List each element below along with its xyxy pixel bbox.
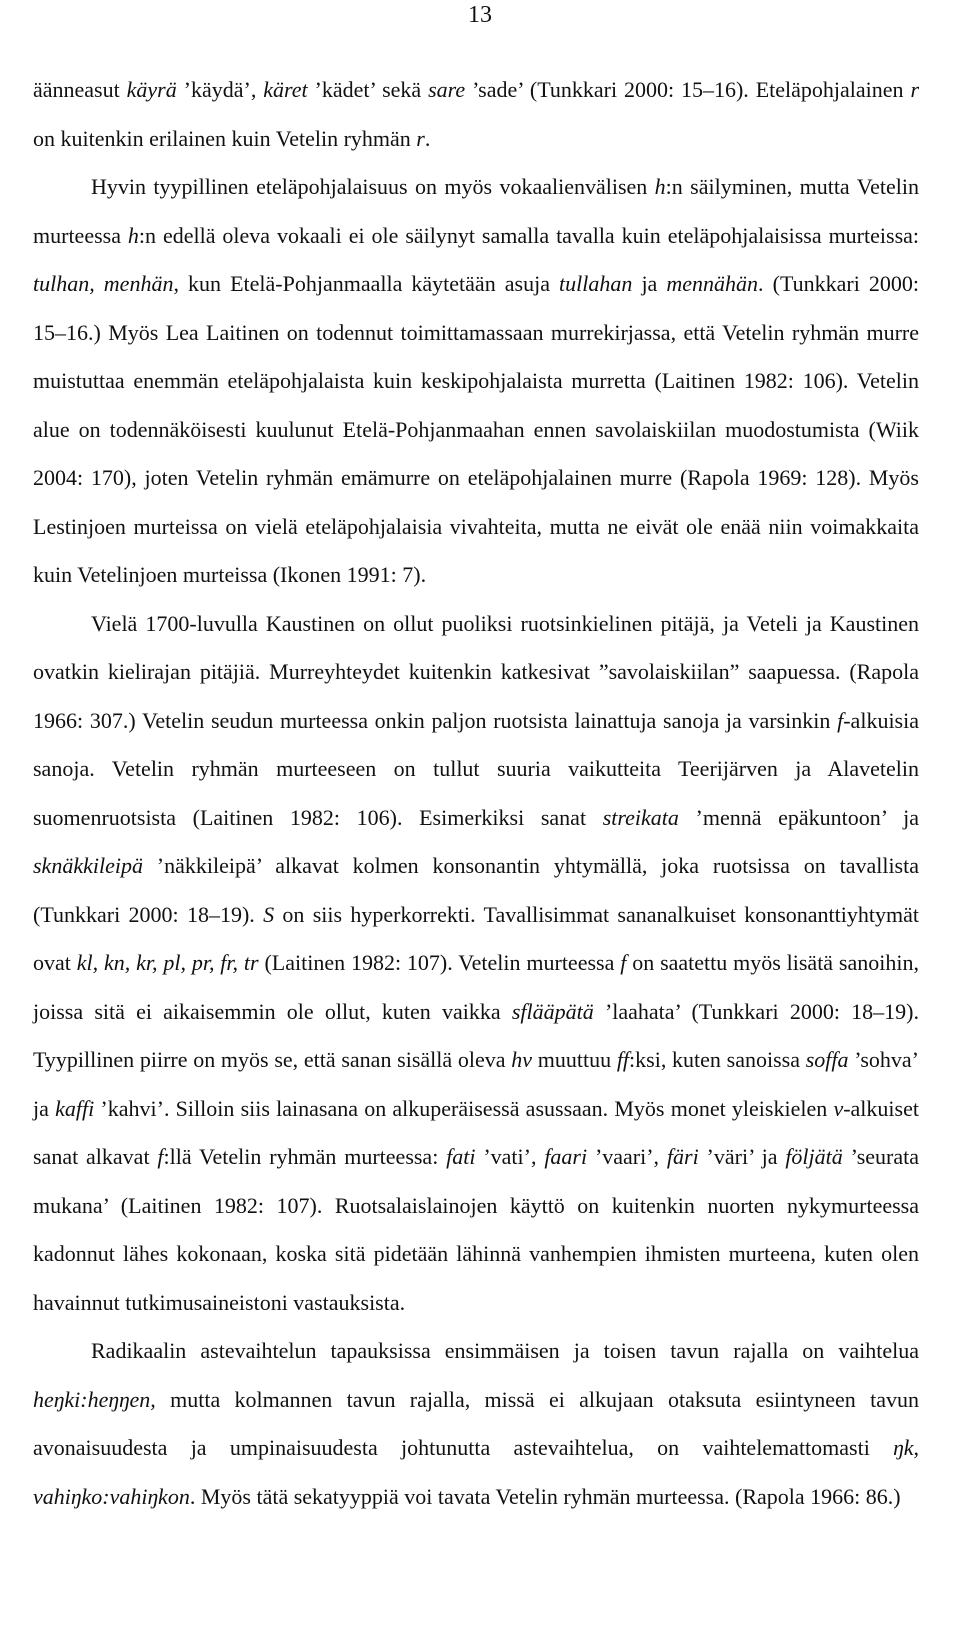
text-run: :n säilyminen, mutta Vetelin murteessa [33,174,920,248]
paragraph [33,163,919,600]
text-run: ’kahvi’. Silloin siis lainasana on alkuperäisessä asussaan. Myös monet yleiskielen [94,1095,834,1121]
text-run: . Myös tätä sekatyyppiä voi tavata Vetelin ryhmän murteessa. (Rapola 1966: 86.) [189,1483,901,1509]
text-run: ’laahata’ (Tunkkari 2000: 18–19). Tyypillinen piirre on myös se, että sanan sisällä oleva [33,998,919,1072]
italic-term: f [157,1144,164,1169]
italic-term: h [654,174,666,199]
italic-term: hv [511,1047,533,1072]
italic-term: f [837,707,844,733]
paragraph [33,66,919,163]
text-run: :llä Vetelin ryhmän murteessa: [163,1144,447,1169]
text-run: ’mennä epäkuntoon’ ja [678,804,919,830]
text-run: on siis hyperkorrekti. Tavallisimmat sananalkuiset konsonanttiyhtymät ovat [33,901,919,975]
text-run: :n edellä oleva vokaali ei ole säilynyt samalla tavalla kuin eteläpohjalaisissa murteissa: [138,222,920,248]
text-run: ’käydä’, [176,77,264,102]
text-run: -alkuiset sanat alkavat [33,1095,919,1169]
text-run: :ksi, kuten sanoissa [629,1047,806,1072]
italic-term: sknäkkileipä [33,853,143,878]
italic-term: soffa [805,1047,849,1072]
text-run: , kun Etelä-Pohjanmaalla käytetään asuja [173,271,560,296]
italic-term: sare [428,77,466,102]
italic-term: tullahan [559,271,633,296]
italic-term: sflääpätä [511,998,594,1024]
italic-term: ff [616,1047,630,1072]
italic-term: vahiŋko:vahiŋkon [33,1483,190,1509]
italic-term: följätä [785,1144,843,1169]
text-run: ’näkkileipä’ alkavat kolmen konsonantin yhtymällä, joka ruotsissa on tavallista (Tunkkari 2000: 18–19). [33,853,919,927]
italic-term: faari [544,1144,588,1169]
italic-term: färi [666,1144,699,1169]
italic-term: S [263,901,275,927]
text-run: ’vaari’, [587,1144,667,1169]
text-run: on saatettu myös lisätä sanoihin, joissa sitä ei aikaisemmin ole ollut, kuten vaikka [33,950,919,1024]
body-text [33,66,919,1521]
text-run: Radikaalin astevaihtelun tapauksissa ensimmäisen ja toisen tavun rajalla on vaihtelua [91,1338,919,1363]
italic-term: tulhan, menhän [33,271,174,296]
italic-term: fati [446,1144,476,1169]
text-run: ’seurata mukana’ (Laitinen 1982: 107). Ruotsalaislainojen käyttö on kuitenkin nuorten nykymurteessa kadonnut lähes kokonaan, koska sitä pidetään lähinnä vanhempien ihmisten murteena, kuten olen havainnut tutkimusaineistoni vastauksista. [33,1144,920,1315]
text-run: ja [632,271,667,296]
text-run: ’kädet’ sekä [307,77,429,102]
italic-term: r [910,77,920,102]
italic-term: mennähän [666,271,759,296]
text-run: Vielä 1700-luvulla Kaustinen on ollut puoliksi ruotsinkielinen pitäjä, ja Veteli ja Kaustinen ovatkin kielirajan pitäjiä. Murreyhteydet kuitenkin katkesivat ”savolaiskiilan” saapuessa. (Rapola 1966: 307.) Vetelin seudun murteessa onkin paljon ruotsista lainattuja sanoja ja varsinkin [33,610,919,733]
italic-term: käret [263,77,308,102]
italic-term: kaffi [55,1095,95,1121]
page-number: 13 [468,2,492,28]
text-run: (Laitinen 1982: 107). Vetelin murteessa [258,950,621,975]
text-run: ’sohva’ ja [33,1047,920,1121]
text-run: mutta kolmannen tavun rajalla, missä ei alkujaan otaksuta esiintyneen tavun avonaisuudesta ja umpinaisuudesta johtunutta astevaihtelua, on vaihtelemattomasti [33,1386,919,1460]
text-run: on kuitenkin erilainen kuin Vetelin ryhmän [33,125,417,151]
italic-term: h [127,222,139,248]
text-run: -alkuisia sanoja. Vetelin ryhmän murteeseen on tullut suuria vaikutteita Teerijärven ja Alavetelin suomenruotsista (Laitinen 1982: 106). Esimerkiksi sanat [33,707,919,830]
italic-term: kl, kn, kr, pl, pr, fr, tr [76,950,259,975]
text-run: . (Tunkkari 2000: 15–16.) Myös Lea Laitinen on todennut toimittamassaan murrekirjassa, että Vetelin ryhmän murre muistuttaa enemmän eteläpohjalaista kuin keskipohjalaista murretta (Laitinen 1982: 106). Vetelin alue on todennäköisesti kuulunut Etelä-Pohjanmaahan ennen savolaiskiilan muodostumista (Wiik 2004: 170), joten Vetelin ryhmän emämurre on eteläpohjalainen murre (Rapola 1969: 128). Myös Lestinjoen murteissa on vielä eteläpohjalaisia vivahteita, mutta ne eivät ole enää niin voimakkaita kuin Vetelinjoen murteissa (Ikonen 1991: 7). [33,271,919,587]
text-run: ’väri’ ja [698,1144,786,1169]
text-run: ’vati’, [475,1144,545,1169]
text-run: Hyvin tyypillinen eteläpohjalaisuus on myös vokaalienvälisen [91,174,655,199]
italic-term: heŋki:heŋŋen, [33,1386,156,1412]
paragraph [33,600,919,1328]
italic-term: r [416,125,425,151]
text-run: , [913,1435,919,1460]
paragraph [33,1327,919,1521]
italic-term: käyrä [126,77,177,102]
text-run: ’sade’ (Tunkkari 2000: 15–16). Eteläpohjalainen [465,77,911,102]
italic-term: ŋk [893,1435,914,1460]
italic-term: f [620,950,627,975]
italic-term: v [833,1095,844,1121]
text-run: . [424,125,431,151]
text-run: muuttuu [532,1047,617,1072]
italic-term: streikata [602,804,679,830]
text-run: äänneasut [33,77,127,102]
